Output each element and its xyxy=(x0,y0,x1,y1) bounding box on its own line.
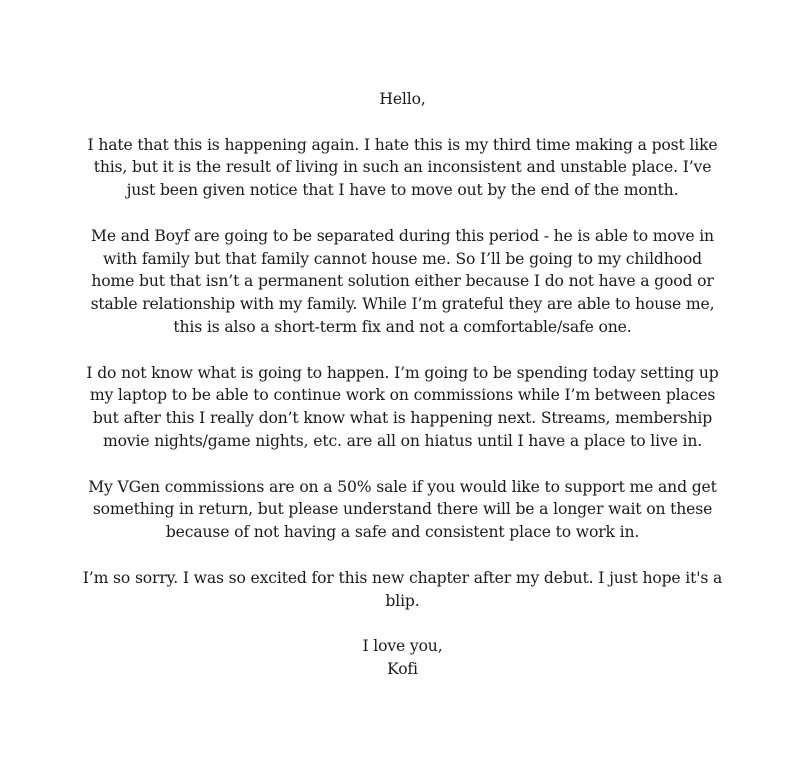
letter-paragraph-3: I do not know what is going to happen. I’m going to be spending today setting up my laptop to be able to continue work on commissions while I’m between places but after this I really don’t know what is happening next. Streams, membership movie nights/game nights, etc. are all on hiatus until I have a place to live in. xyxy=(86,363,719,450)
letter-greeting: Hello, xyxy=(379,90,426,108)
letter-closing xyxy=(93,635,713,681)
letter-paragraph-1: I hate that this is happening again. I hate this is my third time making a post like this, but it is the result of living in such an inconsistent and unstable place. I’ve just been given notice that I have to move out by the end of the month. xyxy=(87,135,718,200)
letter-paragraph-4: My VGen commissions are on a 50% sale if you would like to support me and get something in return, but please understand there will be a longer wait on these because of not having a safe and consistent place to work in. xyxy=(88,477,717,542)
letter-paragraph-2: Me and Boyf are going to be separated during this period - he is able to move in with family but that family cannot house me. So I’ll be going to my childhood home but that isn’t a permanent solution either because I do not have a good or stable relationship with my family. While I’m grateful they are able to house me, this is also a short-term fix and not a comfortable/safe one. xyxy=(90,226,715,336)
closing-line: I love you, xyxy=(362,637,443,656)
letter-body xyxy=(0,88,805,681)
letter-paragraph-5: I’m so sorry. I was so excited for this new chapter after my debut. I just hope it's a blip. xyxy=(82,568,723,610)
signature: Kofi xyxy=(387,659,418,678)
